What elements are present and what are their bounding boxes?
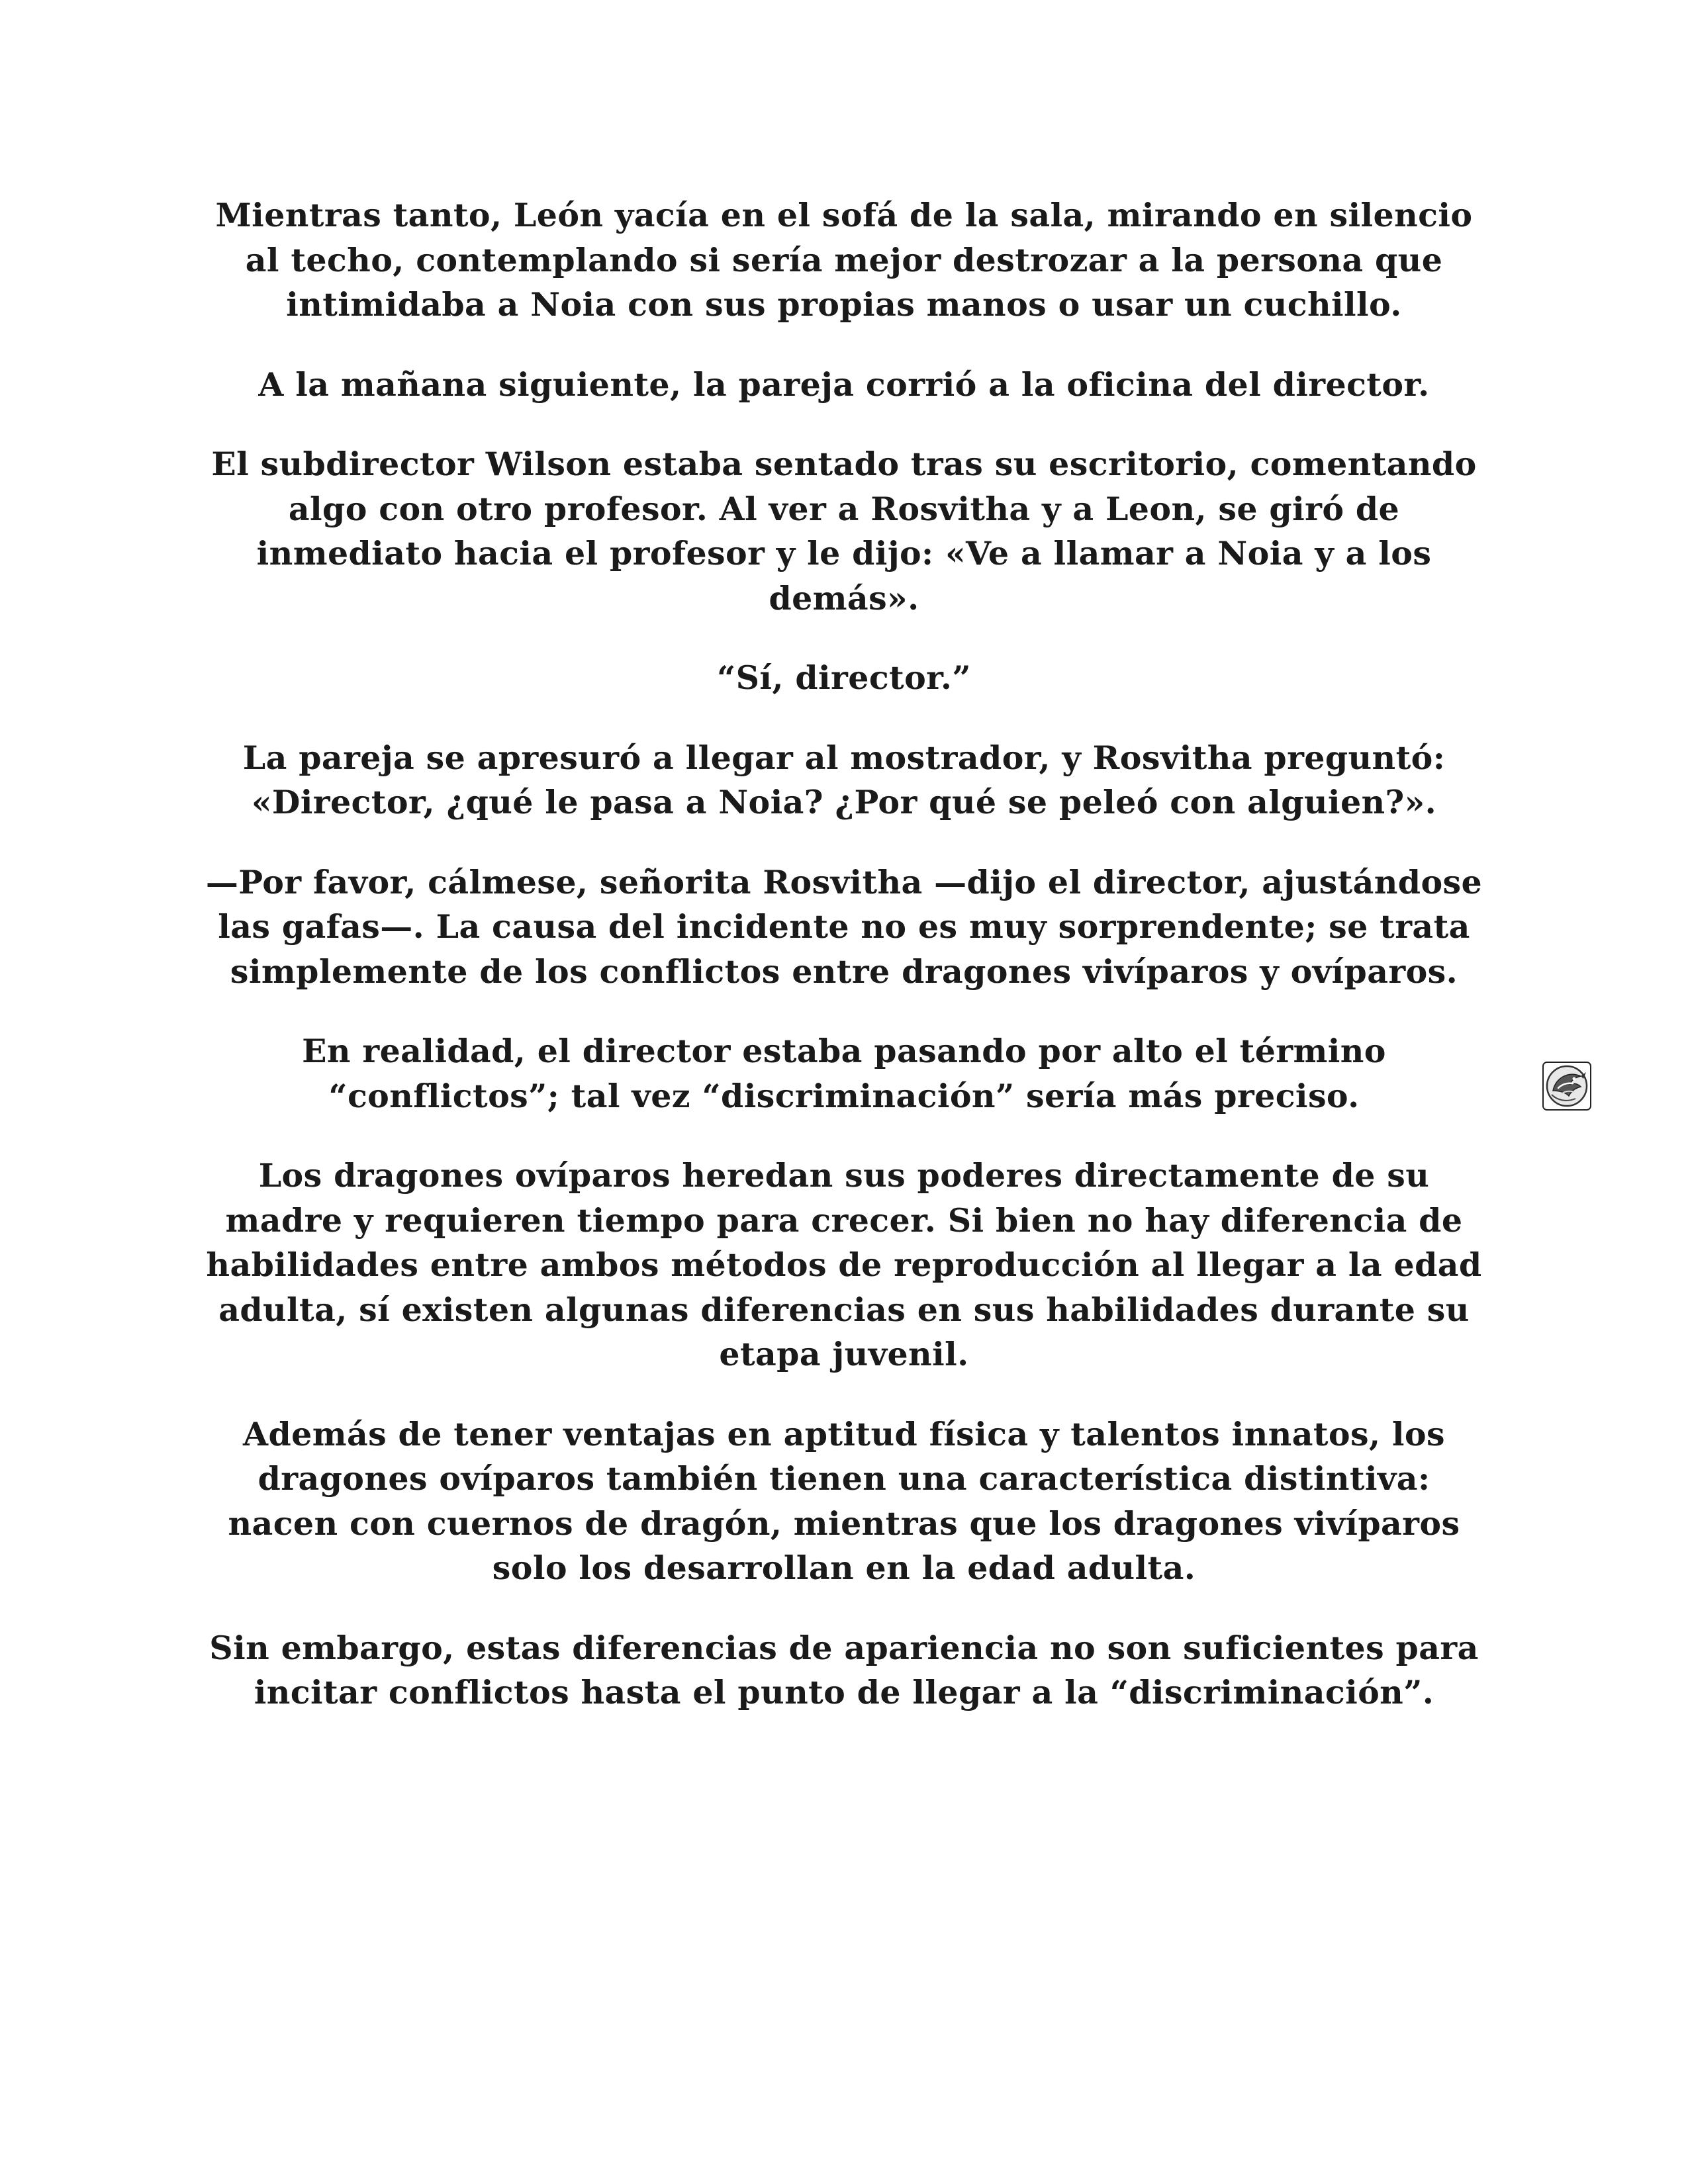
dragon-emblem-icon: [1542, 1062, 1591, 1111]
paragraph-5: La pareja se apresuró a llegar al mostrador, y Rosvitha preguntó: «Director, ¿qué le pasa a Noia? ¿Por qué se peleó con alguien?».: [242, 738, 1446, 821]
paragraph-2: A la mañana siguiente, la pareja corrió a la oficina del director.: [258, 365, 1430, 404]
body-text: [199, 193, 1489, 1715]
paragraph-9: Además de tener ventajas en aptitud física y talentos innatos, los dragones ovíparos también tienen una característica distintiva: nacen con cuernos de dragón, mientras que los dragones vivíparos solo los desarrollan en la edad adulta.: [228, 1414, 1460, 1587]
paragraph-6: —Por favor, cálmese, señorita Rosvitha —dijo el director, ajustándose las gafas—. La causa del incidente no es muy sorprendente; se trata simplemente de los conflictos entre dragones vivíparos y ovíparos.: [205, 862, 1483, 991]
paragraph-3: El subdirector Wilson estaba sentado tras su escritorio, comentando algo con otro profesor. Al ver a Rosvitha y a Leon, se giró de inmediato hacia el profesor y le dijo: «Ve a llamar a Noia y a los demás».: [211, 445, 1477, 617]
paragraph-10: Sin embargo, estas diferencias de apariencia no son suficientes para incitar conflictos hasta el punto de llegar a la “discriminación”.: [209, 1628, 1479, 1711]
paragraph-8: Los dragones ovíparos heredan sus poderes directamente de su madre y requieren tiempo para crecer. Si bien no hay diferencia de habilidades entre ambos métodos de reproducción al llegar a la edad adulta, sí existen algunas diferencias en sus habilidades durante su etapa juvenil.: [206, 1156, 1482, 1373]
paragraph-1: Mientras tanto, León yacía en el sofá de la sala, mirando en silencio al techo, contemplando si sería mejor destrozar a la persona que intimidaba a Noia con sus propias manos o usar un cuchillo.: [215, 196, 1473, 324]
paragraph-4: “Sí, director.”: [717, 659, 971, 697]
paragraph-7: En realidad, el director estaba pasando por alto el término “conflictos”; tal vez “discriminación” sería más preciso.: [302, 1032, 1386, 1115]
